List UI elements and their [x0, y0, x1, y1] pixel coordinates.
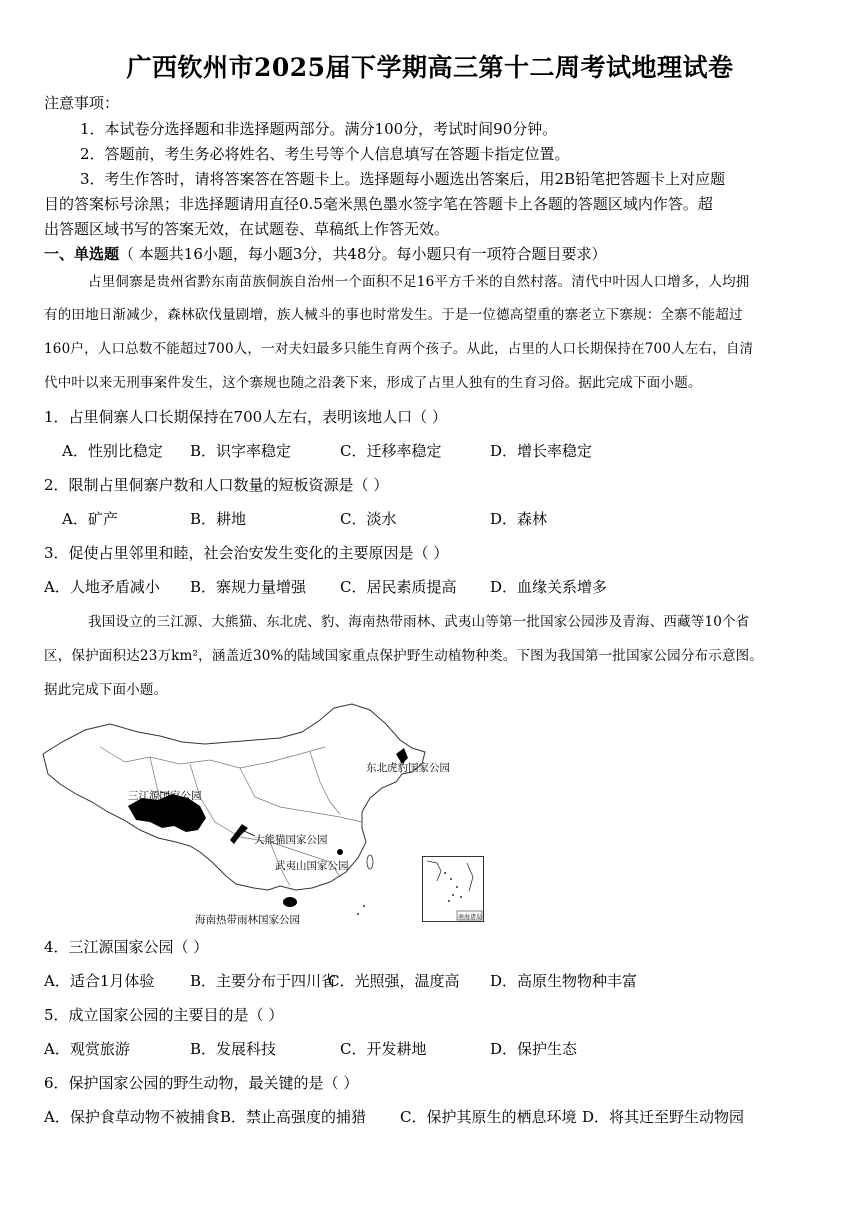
q3-option-a: A．人地矛盾减小	[44, 578, 160, 596]
notice-item-3: 3．考生作答时，请将答案答在答题卡上。选择题每小题选出答案后，用2B铅笔把答题卡上对应题	[80, 170, 726, 188]
q5-option-d: D．保护生态	[490, 1040, 578, 1058]
section-desc: （ 本题共16小题，每小题3分，共48分。每小题只有一项符合题目要求）	[119, 245, 607, 263]
passage2-line-2: 区，保护面积达23万km²，涵盖近30%的陆域国家重点保护野生动植物种类。下图为我国第一批国家公园分布示意图。	[44, 648, 764, 664]
map-label-wuyi: 武夷山国家公园	[275, 860, 349, 872]
q4-stem: 4．三江源国家公园（ ）	[44, 938, 209, 956]
q4-option-c: C．光照强，温度高	[328, 972, 460, 990]
q4-option-a: A．适合1月体验	[44, 972, 155, 990]
notice-item-3-cont-2: 出答题区域书写的答案无效，在试题卷、草稿纸上作答无效。	[44, 220, 450, 238]
q1-option-d: D．增长率稳定	[490, 442, 593, 460]
passage2-line-1: 我国设立的三江源、大熊猫、东北虎、豹、海南热带雨林、武夷山等第一批国家公园涉及青海、西藏等10个省	[88, 614, 750, 630]
q3-option-c: C．居民素质提高	[340, 578, 457, 596]
q2-option-b: B．耕地	[190, 510, 247, 528]
q3-option-d: D．血缘关系增多	[490, 578, 608, 596]
passage1-line-1: 占里侗寨是贵州省黔东南苗族侗族自治州一个面积不足16平方千米的自然村落。清代中叶因人口增多，人均拥	[88, 274, 750, 290]
q6-option-b: B．禁止高强度的捕猎	[220, 1108, 367, 1126]
national-parks-map	[40, 702, 485, 927]
hainan-island	[283, 897, 297, 907]
q4-option-b: B．主要分布于四川省	[190, 972, 337, 990]
map-label-sanjiangyuan: 三江源国家公园	[128, 790, 202, 802]
section-header	[44, 243, 607, 264]
notice-item-1: 1．本试卷分选择题和非选择题两部分。满分100分，考试时间90分钟。	[80, 120, 558, 138]
q6-option-a: A．保护食草动物不被捕食	[44, 1108, 220, 1126]
q5-option-b: B．发展科技	[190, 1040, 277, 1058]
q2-stem: 2．限制占里侗寨户数和人口数量的短板资源是（ ）	[44, 476, 389, 494]
q1-stem: 1．占里侗寨人口长期保持在700人左右，表明该地人口（ ）	[44, 408, 447, 426]
map-label-hainan: 海南热带雨林国家公园	[195, 914, 300, 926]
q6-option-c: C．保护其原生的栖息环境	[400, 1108, 577, 1126]
q5-stem: 5．成立国家公园的主要目的是（ ）	[44, 1006, 284, 1024]
q6-stem: 6．保护国家公园的野生动物，最关键的是（ ）	[44, 1074, 359, 1092]
page-title: 广西钦州市2025届下学期高三第十二周考试地理试卷	[126, 53, 734, 82]
q2-option-c: C．淡水	[340, 510, 397, 528]
passage1-line-2: 有的田地日渐减少，森林砍伐量剧增，族人械斗的事也时常发生。于是一位德高望重的寨老立下寨规：全寨不能超过	[44, 307, 743, 323]
wuyi-park-shape	[337, 849, 343, 855]
q1-option-b: B．识字率稳定	[190, 442, 292, 460]
q1-option-a: A．性别比稳定	[62, 442, 163, 460]
q3-stem: 3．促使占里邻里和睦，社会治安发生变化的主要原因是（ ）	[44, 544, 449, 562]
inset-label: 南海诸岛	[458, 914, 483, 921]
passage1-line-4: 代中叶以来无刑事案件发生，这个寨规也随之沿袭下来，形成了占里人独有的生育习俗。据此完成下面小题。	[44, 375, 702, 391]
south-china-sea-inset	[422, 856, 484, 922]
map-label-panda: 大熊猫国家公园	[254, 834, 328, 846]
q3-option-b: B．寨规力量增强	[190, 578, 307, 596]
q4-option-d: D．高原生物物种丰富	[490, 972, 638, 990]
q5-option-a: A．观赏旅游	[44, 1040, 130, 1058]
passage2-line-3: 据此完成下面小题。	[44, 682, 168, 698]
passage1-line-3: 160户，人口总数不能超过700人，一对夫妇最多只能生育两个孩子。从此，占里的人口长期保持在700人左右，自清	[44, 341, 754, 357]
notice-item-2: 2．答题前，考生务必将姓名、考生号等个人信息填写在答题卡指定位置。	[80, 145, 570, 163]
q2-option-d: D．森林	[490, 510, 548, 528]
q5-option-c: C．开发耕地	[340, 1040, 427, 1058]
q2-option-a: A．矿产	[62, 510, 118, 528]
notice-item-3-cont-1: 目的答案标号涂黑；非选择题请用直径0.5毫米黑色墨水签字笔在答题卡上各题的答题区域内作答。超	[44, 195, 713, 213]
map-label-tiger: 东北虎豹国家公园	[366, 762, 450, 774]
section-label: 一、单选题	[44, 245, 120, 263]
q6-option-d: D．将其迁至野生动物园	[582, 1108, 745, 1126]
q1-option-c: C．迁移率稳定	[340, 442, 442, 460]
notice-heading: 注意事项：	[44, 94, 120, 112]
